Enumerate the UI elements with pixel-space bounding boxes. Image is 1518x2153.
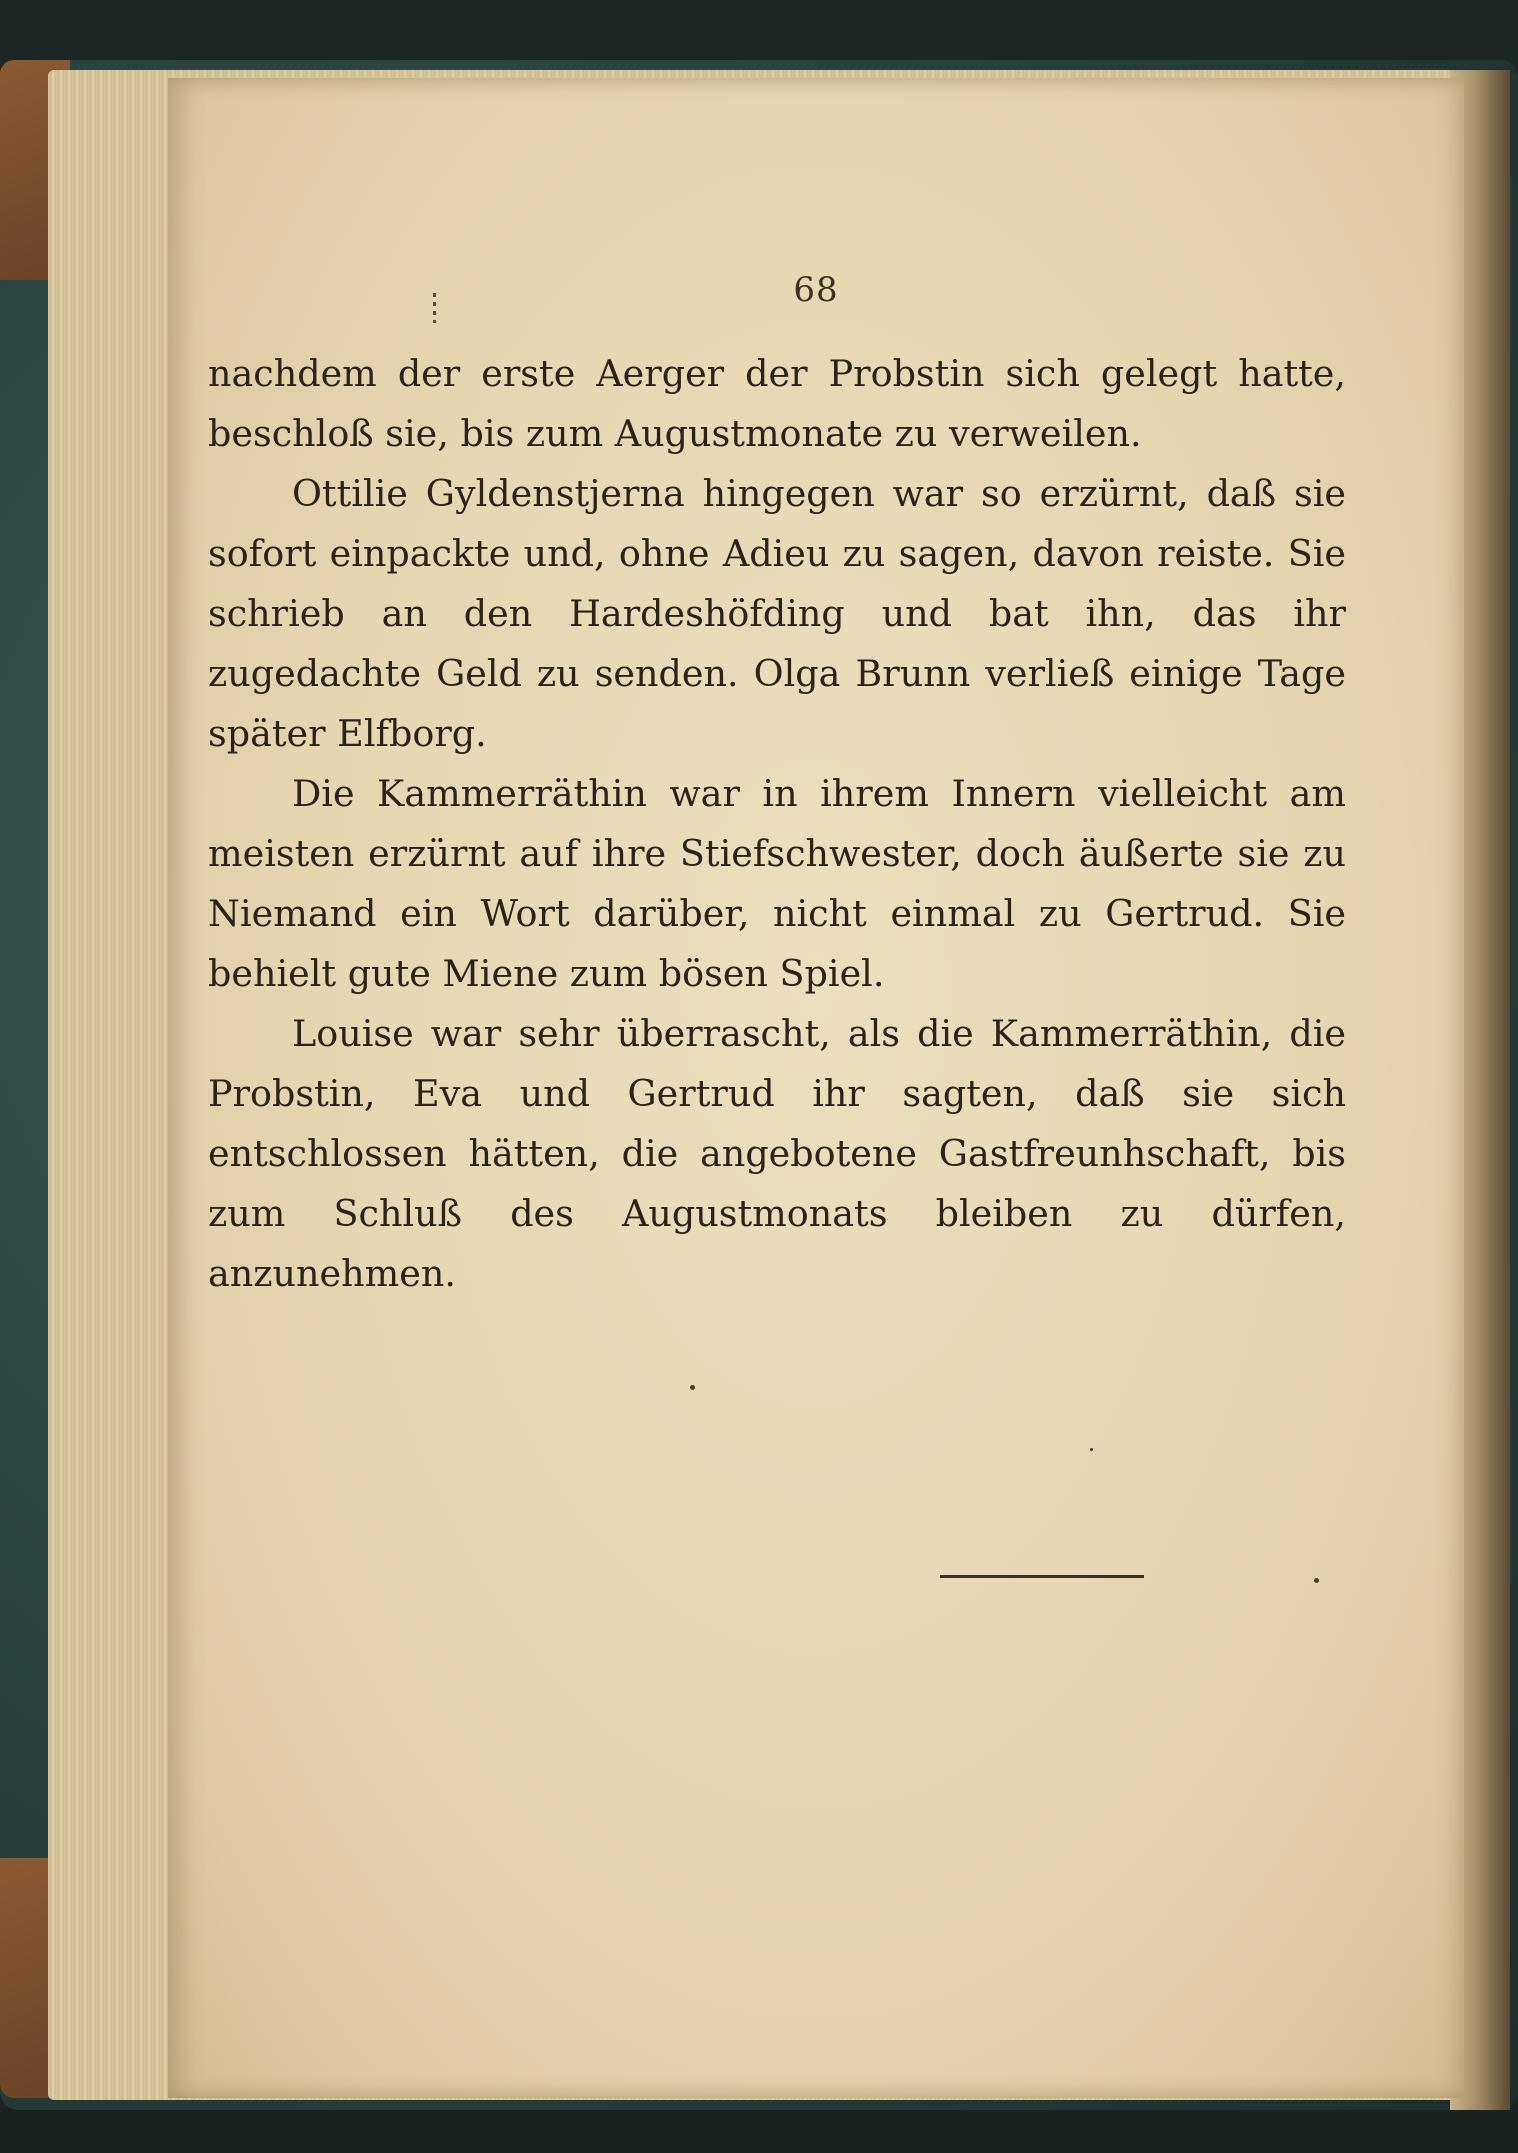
paragraph: Ottilie Gyldenstjerna hingegen war so erzürnt, daß sie sofort einpackte und, ohne Adieu zu sagen, davon reiste. Sie schrieb an den Hardeshöfding und bat ihn, das ihr zugedachte Geld zu senden. Olga Brunn verließ einige Tage später Elfborg. [208, 472, 1346, 755]
ink-speck [690, 1385, 695, 1390]
ink-speck [1314, 1578, 1319, 1583]
page-number: 68 [793, 270, 839, 310]
ink-speck [1090, 1448, 1093, 1451]
body-text [208, 344, 1346, 1304]
paragraph: Die Kammerräthin war in ihrem Innern vielleicht am meisten erzürnt auf ihre Stiefschwester, doch äußerte sie zu Niemand ein Wort darüber, nicht einmal zu Gertrud. Sie behielt gute Miene zum bösen Spiel. [208, 772, 1346, 995]
end-rule [940, 1575, 1144, 1578]
paragraph: nachdem der erste Aerger der Probstin sich gelegt hatte, beschloß sie, bis zum Augustmonate zu verweilen. [208, 352, 1346, 455]
paragraph: Louise war sehr überrascht, als die Kammerräthin, die Probstin, Eva und Gertrud ihr sagten, daß sie sich entschlossen hätten, die angebotene Gastfreunhschaft, bis zum Schluß des Augustmonats bleiben zu dürfen, anzunehmen. [208, 1012, 1346, 1295]
